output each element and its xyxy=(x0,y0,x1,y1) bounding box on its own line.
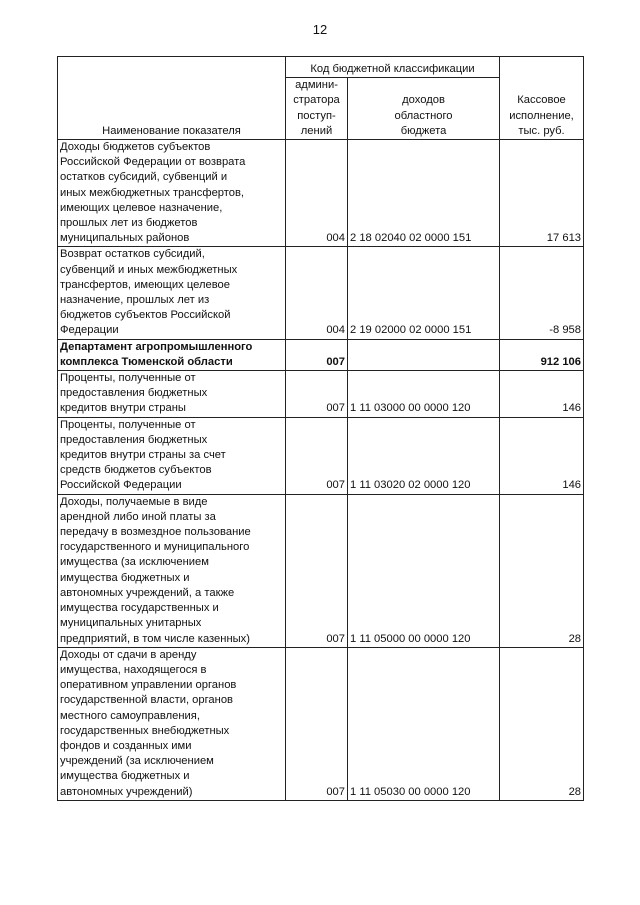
income-code-cell: 1 11 05000 00 0000 120 xyxy=(348,494,500,647)
table-row xyxy=(58,647,584,800)
amount-cell: -8 958 xyxy=(500,247,584,339)
header-budget-classification: Код бюджетной классификации xyxy=(286,57,500,78)
income-code-cell: 1 11 03020 02 0000 120 xyxy=(348,417,500,494)
indicator-name-cell: Проценты, полученные от предоставления бюджетных кредитов внутри страны за счет средств бюджетов субъектов Российской Федерации xyxy=(58,417,286,494)
amount-cell: 912 106 xyxy=(500,339,584,370)
header-cash-execution: Кассовое исполнение, тыс. руб. xyxy=(500,57,584,140)
administrator-code-cell: 007 xyxy=(286,371,348,418)
table-row xyxy=(58,494,584,647)
indicator-name-cell: Доходы бюджетов субъектов Российской Федерации от возврата остатков субсидий, субвенций и иных межбюджетных трансфертов, имеющих целевое назначение, прошлых лет из бюджетов муниципальных районов xyxy=(58,140,286,247)
table-row xyxy=(58,247,584,339)
amount-cell: 146 xyxy=(500,371,584,418)
header-indicator-name: Наименование показателя xyxy=(58,57,286,140)
administrator-code-cell: 007 xyxy=(286,647,348,800)
administrator-code-cell: 004 xyxy=(286,140,348,247)
administrator-code-cell: 007 xyxy=(286,417,348,494)
indicator-name-cell: Департамент агропромышленного комплекса Тюменской области xyxy=(58,339,286,370)
income-code-cell: 2 18 02040 02 0000 151 xyxy=(348,140,500,247)
table-row xyxy=(58,371,584,418)
table-row xyxy=(58,339,584,370)
amount-cell: 17 613 xyxy=(500,140,584,247)
header-administrator-code: админи- стратора поступ- лений xyxy=(286,78,348,140)
administrator-code-cell: 007 xyxy=(286,339,348,370)
administrator-code-cell: 007 xyxy=(286,494,348,647)
amount-cell: 146 xyxy=(500,417,584,494)
table-row xyxy=(58,140,584,247)
income-code-cell: 1 11 05030 00 0000 120 xyxy=(348,647,500,800)
income-code-cell xyxy=(348,339,500,370)
indicator-name-cell: Возврат остатков субсидий, субвенций и иных межбюджетных трансфертов, имеющих целевое назначение, прошлых лет из бюджетов субъектов Российской Федерации xyxy=(58,247,286,339)
table-body xyxy=(58,140,584,801)
amount-cell: 28 xyxy=(500,494,584,647)
indicator-name-cell: Доходы, получаемые в виде арендной либо иной платы за передачу в возмездное пользование государственного и муниципального имущества (за исключением имущества бюджетных и автономных учреждений, а также имущества государственных и муниципальных унитарных предприятий, в том числе казенных) xyxy=(58,494,286,647)
indicator-name-cell: Доходы от сдачи в аренду имущества, находящегося в оперативном управлении органов государственной власти, органов местного самоуправления, государственных внебюджетных фондов и созданных ими учреждений (за исключением имущества бюджетных и автономных учреждений) xyxy=(58,647,286,800)
header-income-code: доходов областного бюджета xyxy=(348,78,500,140)
income-code-cell: 2 19 02000 02 0000 151 xyxy=(348,247,500,339)
income-code-cell: 1 11 03000 00 0000 120 xyxy=(348,371,500,418)
administrator-code-cell: 004 xyxy=(286,247,348,339)
page-number: 12 xyxy=(312,22,328,37)
budget-table xyxy=(57,56,584,801)
indicator-name-cell: Проценты, полученные от предоставления бюджетных кредитов внутри страны xyxy=(58,371,286,418)
amount-cell: 28 xyxy=(500,647,584,800)
table-row xyxy=(58,417,584,494)
